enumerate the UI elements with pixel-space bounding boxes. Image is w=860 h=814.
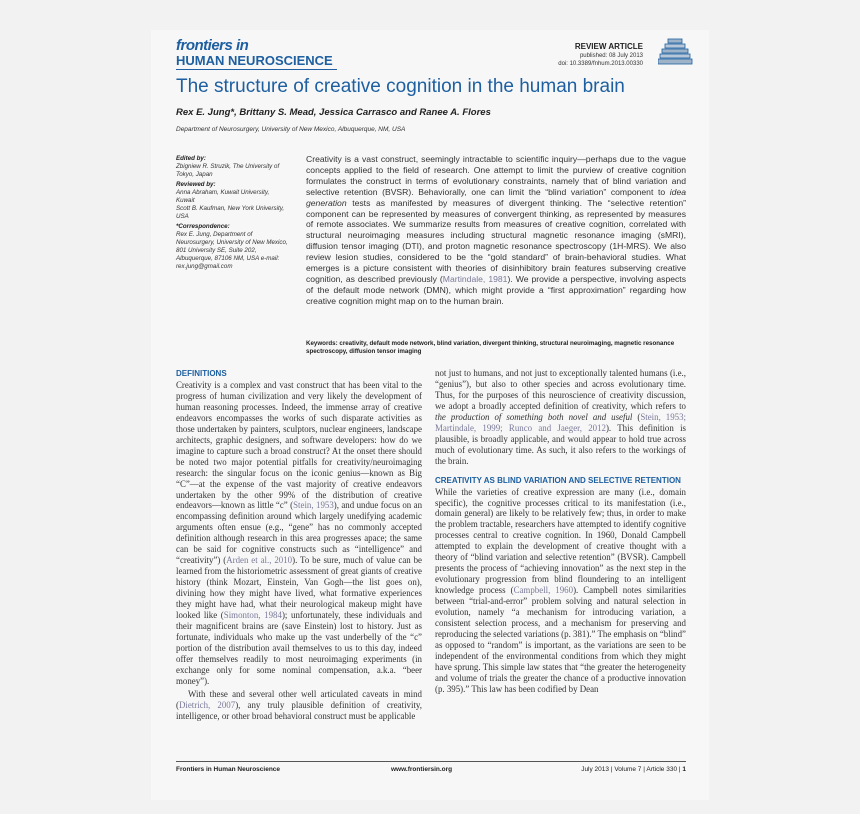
footer-journal: Frontiers in Human Neuroscience bbox=[176, 766, 281, 773]
body-text: ), and undue focus on an encompassing definition around which largely unedifying academic arguments often ensue (e.g., “gene” has no commonly accepted definition although research in this area progresses apace; the same can be said for cognitive constructs such as “intelligence” and “creativity”) ( bbox=[176, 500, 423, 566]
article-type: REVIEW ARTICLE bbox=[574, 42, 643, 51]
logo-rule bbox=[176, 69, 337, 70]
editorial-sidebar bbox=[176, 155, 288, 273]
abstract-emphasis: idea generation bbox=[306, 186, 686, 208]
body-text: ). This definition is plausible, is broadly applicable, and would appear to hold true across much of evolutionary time. As such, it also refers to the workings of the brain. bbox=[435, 422, 686, 466]
paper-page bbox=[151, 30, 709, 800]
abstract bbox=[306, 154, 686, 307]
citation-link[interactable]: Arden et al., 2010 bbox=[226, 555, 293, 566]
footer-rule bbox=[176, 761, 686, 762]
paragraph bbox=[435, 368, 686, 467]
footer-url[interactable]: www.frontiersin.org bbox=[391, 766, 453, 773]
publication-info bbox=[558, 52, 643, 68]
edited-by-value: Zbigniew R. Struzik, The University of Tokyo, Japan bbox=[176, 163, 280, 178]
body-text: While the varieties of creative expression are many (i.e., domain specific), the cognitive processes critical to its manifestation (i.e., domain general) are likely to be relatively few; thus, in order to make the problem tractable, researchers have attempted to identify cognitive processes central to creative cognition. In 1960, Donald Campbell attempted to explain the development of creative thought with a theory of “blind variation and selective retention” (BVSR). Campbell presents the process of “achieving innovation” as the next step in the evolutionary progression from blind floundering to an intelligent knowledge process ( bbox=[435, 486, 686, 596]
body-text: not just to humans, and not just to exceptionally talented humans (i.e., “genius”), but also to other species and across evolutionary time. Thus, for the purposes of this neuroscience of creativity discussion, we adopt a broadly accepted definition of creativity, which refers to bbox=[435, 368, 686, 411]
journal-logo-line1: frontiers in bbox=[176, 37, 249, 54]
reviewer-2: Scott B. Kaufman, New York University, USA bbox=[176, 205, 285, 220]
reviewer-1: Anna Abraham, Kuwait University, Kuwait bbox=[176, 189, 270, 204]
published-date: published: 08 July 2013 bbox=[579, 53, 643, 59]
body-text: Creativity is a complex and vast construct that has been vital to the progress of human civilization and very likely the development of human reasoning processes. Indeed, the immense array of creative endeavors encompasses the works of such disparate activities as those undertaken by painters, sculptors, nuclear engineers, landscape architects, graphic designers, and software developers: how do we imagine to capture such a broad construct? At the onset there should be noted two major potential pitfalls for creativity/neuroimaging research: the singular focus on the iconic genius—known as Big “C”—at the expense of the vast majority of creative endeavors undertaken by the other 99% of the distribution of creative endeavors—known as little “c” ( bbox=[176, 380, 422, 511]
correspondence-value: Rex E. Jung, Department of Neurosurgery, University of New Mexico, 801 University SE, Suite 202, Albuquerque, 87106 NM, USA e-mail: rex.jung@gmail.com bbox=[176, 231, 288, 270]
paper-title: The structure of creative cognition in the human brain bbox=[176, 76, 625, 97]
paragraph bbox=[176, 380, 422, 687]
footer-issue bbox=[581, 766, 686, 773]
citation-link[interactable]: Dietrich, 2007 bbox=[178, 699, 236, 710]
doi: doi: 10.3389/fnhum.2013.00330 bbox=[558, 61, 643, 67]
section-heading-definitions: DEFINITIONS bbox=[176, 369, 227, 378]
abstract-text-2: tests as manifested by measures of divergent thinking. The “selective retention” component can be represented by measures of convergent thinking, as represented by measures of remote associates. We summarize results from measures of creative cognition, correlated with structural neuroimaging measures including structural magnetic resonance imaging (sMRI), diffusion tensor imaging (DTI), and proton magnetic resonance spectroscopy (1H-MRS). We also review lesion studies, considered to be the “gold standard” of brain-behavioral studies. What emerges is a picture consistent with theories of disinhibitory brain features subserving creative cognition, as described previously ( bbox=[306, 197, 686, 284]
citation-link[interactable]: Stein, 1953; Martindale, 1999; Runco and Jaeger, 2012 bbox=[435, 411, 687, 433]
citation-link[interactable]: Stein, 1953 bbox=[293, 500, 334, 511]
stacked-pages-icon bbox=[658, 38, 694, 68]
left-column bbox=[176, 368, 422, 722]
footer-issue-text: July 2013 | Volume 7 | Article 330 | bbox=[581, 766, 683, 773]
paragraph bbox=[435, 487, 686, 695]
journal-logo-line2: HUMAN NEUROSCIENCE bbox=[176, 53, 333, 68]
citation-link[interactable]: Campbell, 1960 bbox=[513, 585, 574, 596]
authors: Rex E. Jung*, Brittany S. Mead, Jessica Carrasco and Ranee A. Flores bbox=[176, 107, 491, 118]
affiliation: Department of Neurosurgery, University of New Mexico, Albuquerque, NM, USA bbox=[176, 126, 406, 133]
body-text: ); unfortunately, these individuals and their magnificent brains are (save Einstein) lost to history. Just as fortunate, individuals who make up the vast underbelly of the “c” portion of the distribution avail themselves to us to this day, indeed offer themselves readily to most neuroimaging experiments (in exchange only for some nominal compensation, a.k.a. “beer money”). bbox=[176, 610, 422, 686]
keywords-label: Keywords: bbox=[306, 340, 338, 347]
section-heading-bvsr: CREATIVITY AS BLIND VARIATION AND SELECTIVE RETENTION bbox=[435, 475, 681, 485]
abstract-text-3: ). We provide a perspective, involving aspects of the default mode network (DMN), which might provide a “first approximation” regarding how creative cognition might map on to the human brain. bbox=[306, 273, 686, 306]
body-text: With these and several other well articulated caveats in mind ( bbox=[176, 688, 422, 710]
body-text: ). To be sure, much of value can be learned from the historiometric assessment of great giants of creative history (think Mozart, Einstein, Van Gogh—the list goes on), divining how they might have lived, what formative experiences they might have had, what their neurological makeup might have looked like ( bbox=[176, 555, 422, 621]
right-column bbox=[435, 368, 686, 695]
body-emphasis: the production of something both novel and useful bbox=[435, 411, 633, 422]
edited-by-label: Edited by: bbox=[176, 155, 206, 162]
body-text: ), any truly plausible definition of creativity, intelligence, or other broad behavioral construct must be applicable bbox=[176, 699, 422, 721]
body-text: ). Campbell notes similarities between “trial-and-error” problem solving and natural selection in evolution, namely “a mechanism for introducing variation, a consistent selection process, and a mechanism for preserving and reproducing the selected variations (p. 381).” The emphasis on “blind” as opposed to “random” is important, as the variations are seen to be independent of the environmental conditions from which they might have sprung. This simple law states that “the greater the heterogeneity and volume of trials the greater the chance of a productive innovation (p. 395).” This law has been codified by Dean bbox=[435, 585, 686, 694]
reviewed-by-label: Reviewed by: bbox=[176, 181, 216, 188]
body-text: ( bbox=[632, 411, 641, 422]
citation-link[interactable]: Martindale, 1981 bbox=[442, 273, 508, 284]
keywords-text: creativity, default mode network, blind variation, divergent thinking, structural neuroimaging, magnetic resonance spectroscopy, diffusion tensor imaging bbox=[306, 340, 675, 355]
paragraph bbox=[176, 689, 422, 722]
keywords bbox=[306, 340, 686, 356]
abstract-text-1: Creativity is a vast construct, seemingly intractable to scientific inquiry—perhaps due to the vague concepts applied to the field of research. One attempt to limit the purview of creative cognition formulates the construct in terms of evolutionary constraints, namely that of blind variation and selective retention (BVSR). Behaviorally, one can limit the “blind variation” component to bbox=[306, 154, 686, 197]
correspondence-label: *Correspondence: bbox=[176, 223, 230, 230]
citation-link[interactable]: Simonton, 1984 bbox=[223, 610, 282, 621]
page-number: 1 bbox=[682, 766, 686, 773]
